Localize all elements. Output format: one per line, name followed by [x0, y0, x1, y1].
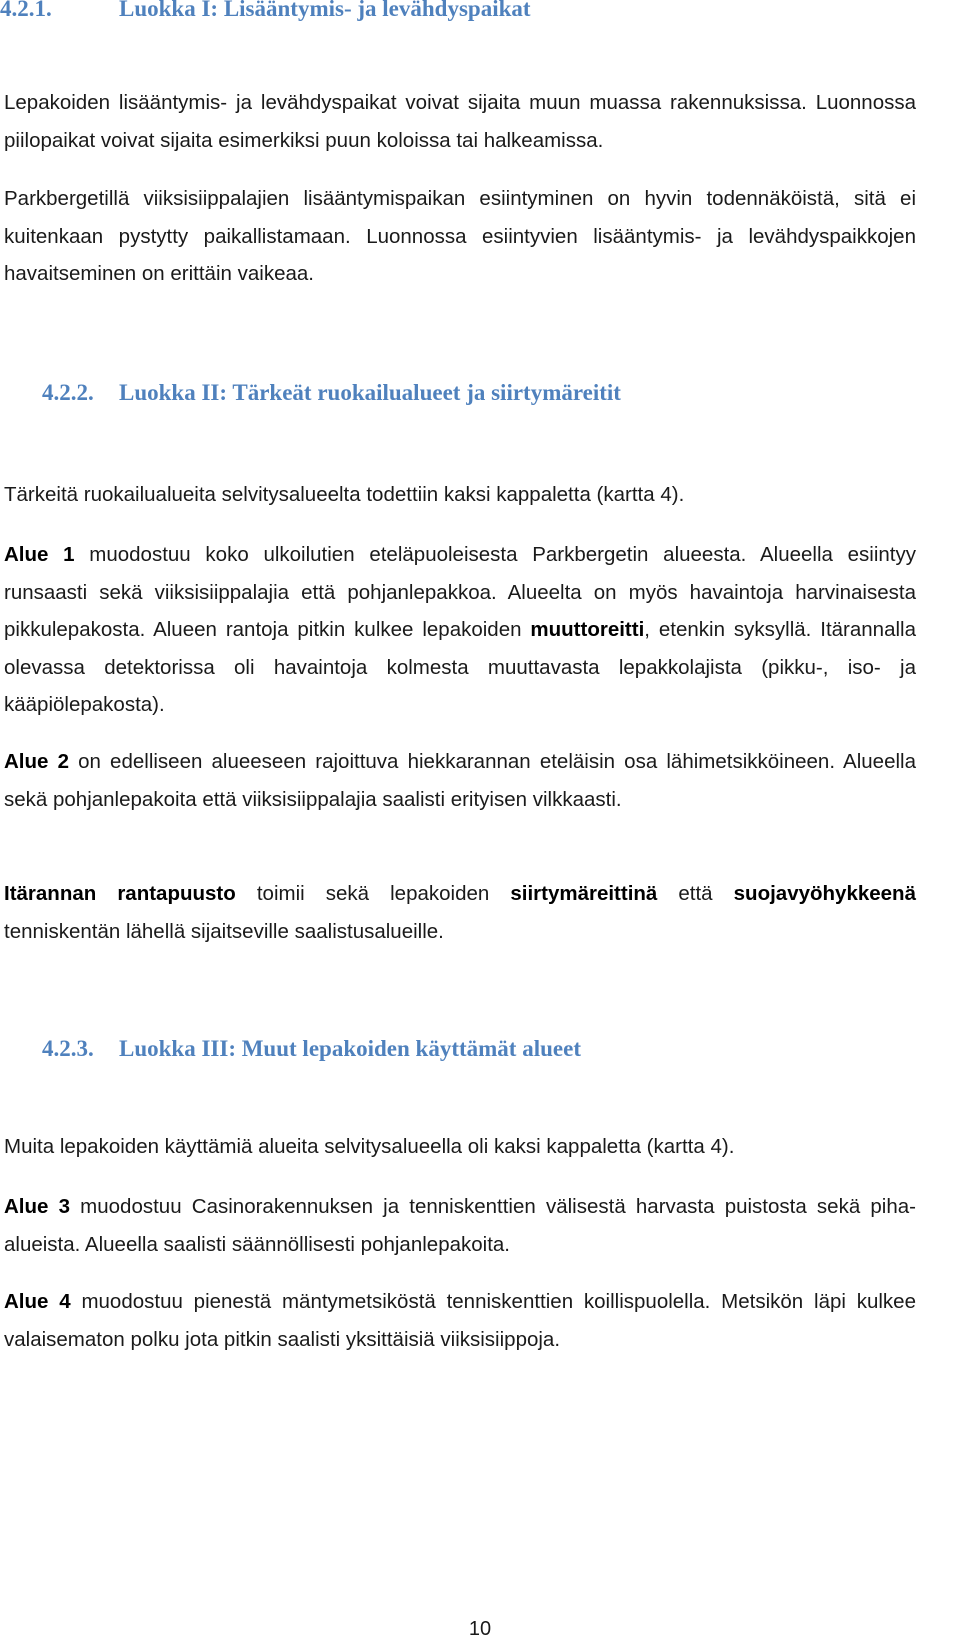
- heading-number: 4.2.2.: [42, 380, 94, 405]
- bold-term: Alue 3: [4, 1195, 70, 1218]
- heading-4-2-2: [0, 380, 621, 406]
- paragraph-area-2: Alue 2 on edelliseen alueeseen rajoittuva hiekkarannan eteläisin osa lähimetsikköineen. Alueella sekä pohjanlepakoita että viiksisiippalajia saalisti erityisen vilkkaasti.: [4, 750, 916, 811]
- paragraph-feeding-areas-intro: Tärkeitä ruokailualueita selvitysalueelta todettiin kaksi kappaletta (kartta 4).: [4, 483, 685, 506]
- paragraph-area-1: Alue 1 muodostuu koko ulkoilutien eteläpuoleisesta Parkbergetin alueesta. Alueella esiintyy runsaasti sekä viiksisiippalajia että pohjanlepakkoa. Alueelta on myös havaintoja harvinaisesta pikkulepakosta. Alueen rantoja pitkin kulkee lepakoiden muuttoreitti, etenkin syksyllä. Itärannalla olevassa detektorissa oli havaintoja kolmesta muuttavasta lepakkolajista (pikku-, iso- ja kääpiölepakosta).: [4, 543, 916, 716]
- paragraph-east-shore: Itärannan rantapuusto toimii sekä lepakoiden siirtymäreittinä että suojavyöhykkeenä tenniskentän lähellä sijaitseville saalistusalueille.: [4, 882, 916, 943]
- bold-term: Alue 2: [4, 750, 69, 773]
- bold-term: Itärannan rantapuusto: [4, 882, 236, 905]
- heading-number: 4.2.3.: [42, 1036, 94, 1061]
- paragraph-parkberget-breeding: Parkbergetillä viiksisiippalajien lisääntymispaikan esiintyminen on hyvin todennäköistä, sitä ei kuitenkaan pystytty paikallistamaan. Luonnossa esiintyvien lisääntymis- ja levähdyspaikkojen havaitseminen on erittäin vaikeaa.: [4, 187, 916, 285]
- heading-number: 4.2.1.: [0, 0, 52, 21]
- page-number: 10: [468, 1618, 492, 1640]
- paragraph-other-areas-intro: Muita lepakoiden käyttämiä alueita selvitysalueella oli kaksi kappaletta (kartta 4).: [4, 1135, 735, 1158]
- paragraph-area-4: Alue 4 muodostuu pienestä mäntymetsiköstä tenniskenttien koillispuolella. Metsikön läpi kulkee valaisematon polku jota pitkin saalisti yksittäisiä viiksisiippoja.: [4, 1290, 916, 1351]
- heading-4-2-3: [0, 1036, 581, 1062]
- bold-term: siirtymäreittinä: [510, 882, 658, 905]
- heading-title: Luokka I: Lisääntymis- ja levähdyspaikat: [119, 0, 531, 21]
- heading-title: Luokka III: Muut lepakoiden käyttämät alueet: [119, 1036, 581, 1061]
- heading-4-2-1: [0, 0, 531, 22]
- bold-term: Alue 1: [4, 543, 75, 566]
- paragraph-nesting-sites: Lepakoiden lisääntymis- ja levähdyspaikat voivat sijaita muun muassa rakennuksissa. Luonnossa piilopaikat voivat sijaita esimerkiksi puun koloissa tai halkeamissa.: [4, 91, 916, 152]
- bold-term: suojavyöhykkeenä: [733, 882, 916, 905]
- bold-term: muuttoreitti: [530, 618, 645, 641]
- heading-title: Luokka II: Tärkeät ruokailualueet ja siirtymäreitit: [119, 380, 621, 405]
- bold-term: Alue 4: [4, 1290, 71, 1313]
- paragraph-area-3: Alue 3 muodostuu Casinorakennuksen ja tenniskenttien välisestä harvasta puistosta sekä piha-alueista. Alueella saalisti säännöllisesti pohjanlepakoita.: [4, 1195, 916, 1256]
